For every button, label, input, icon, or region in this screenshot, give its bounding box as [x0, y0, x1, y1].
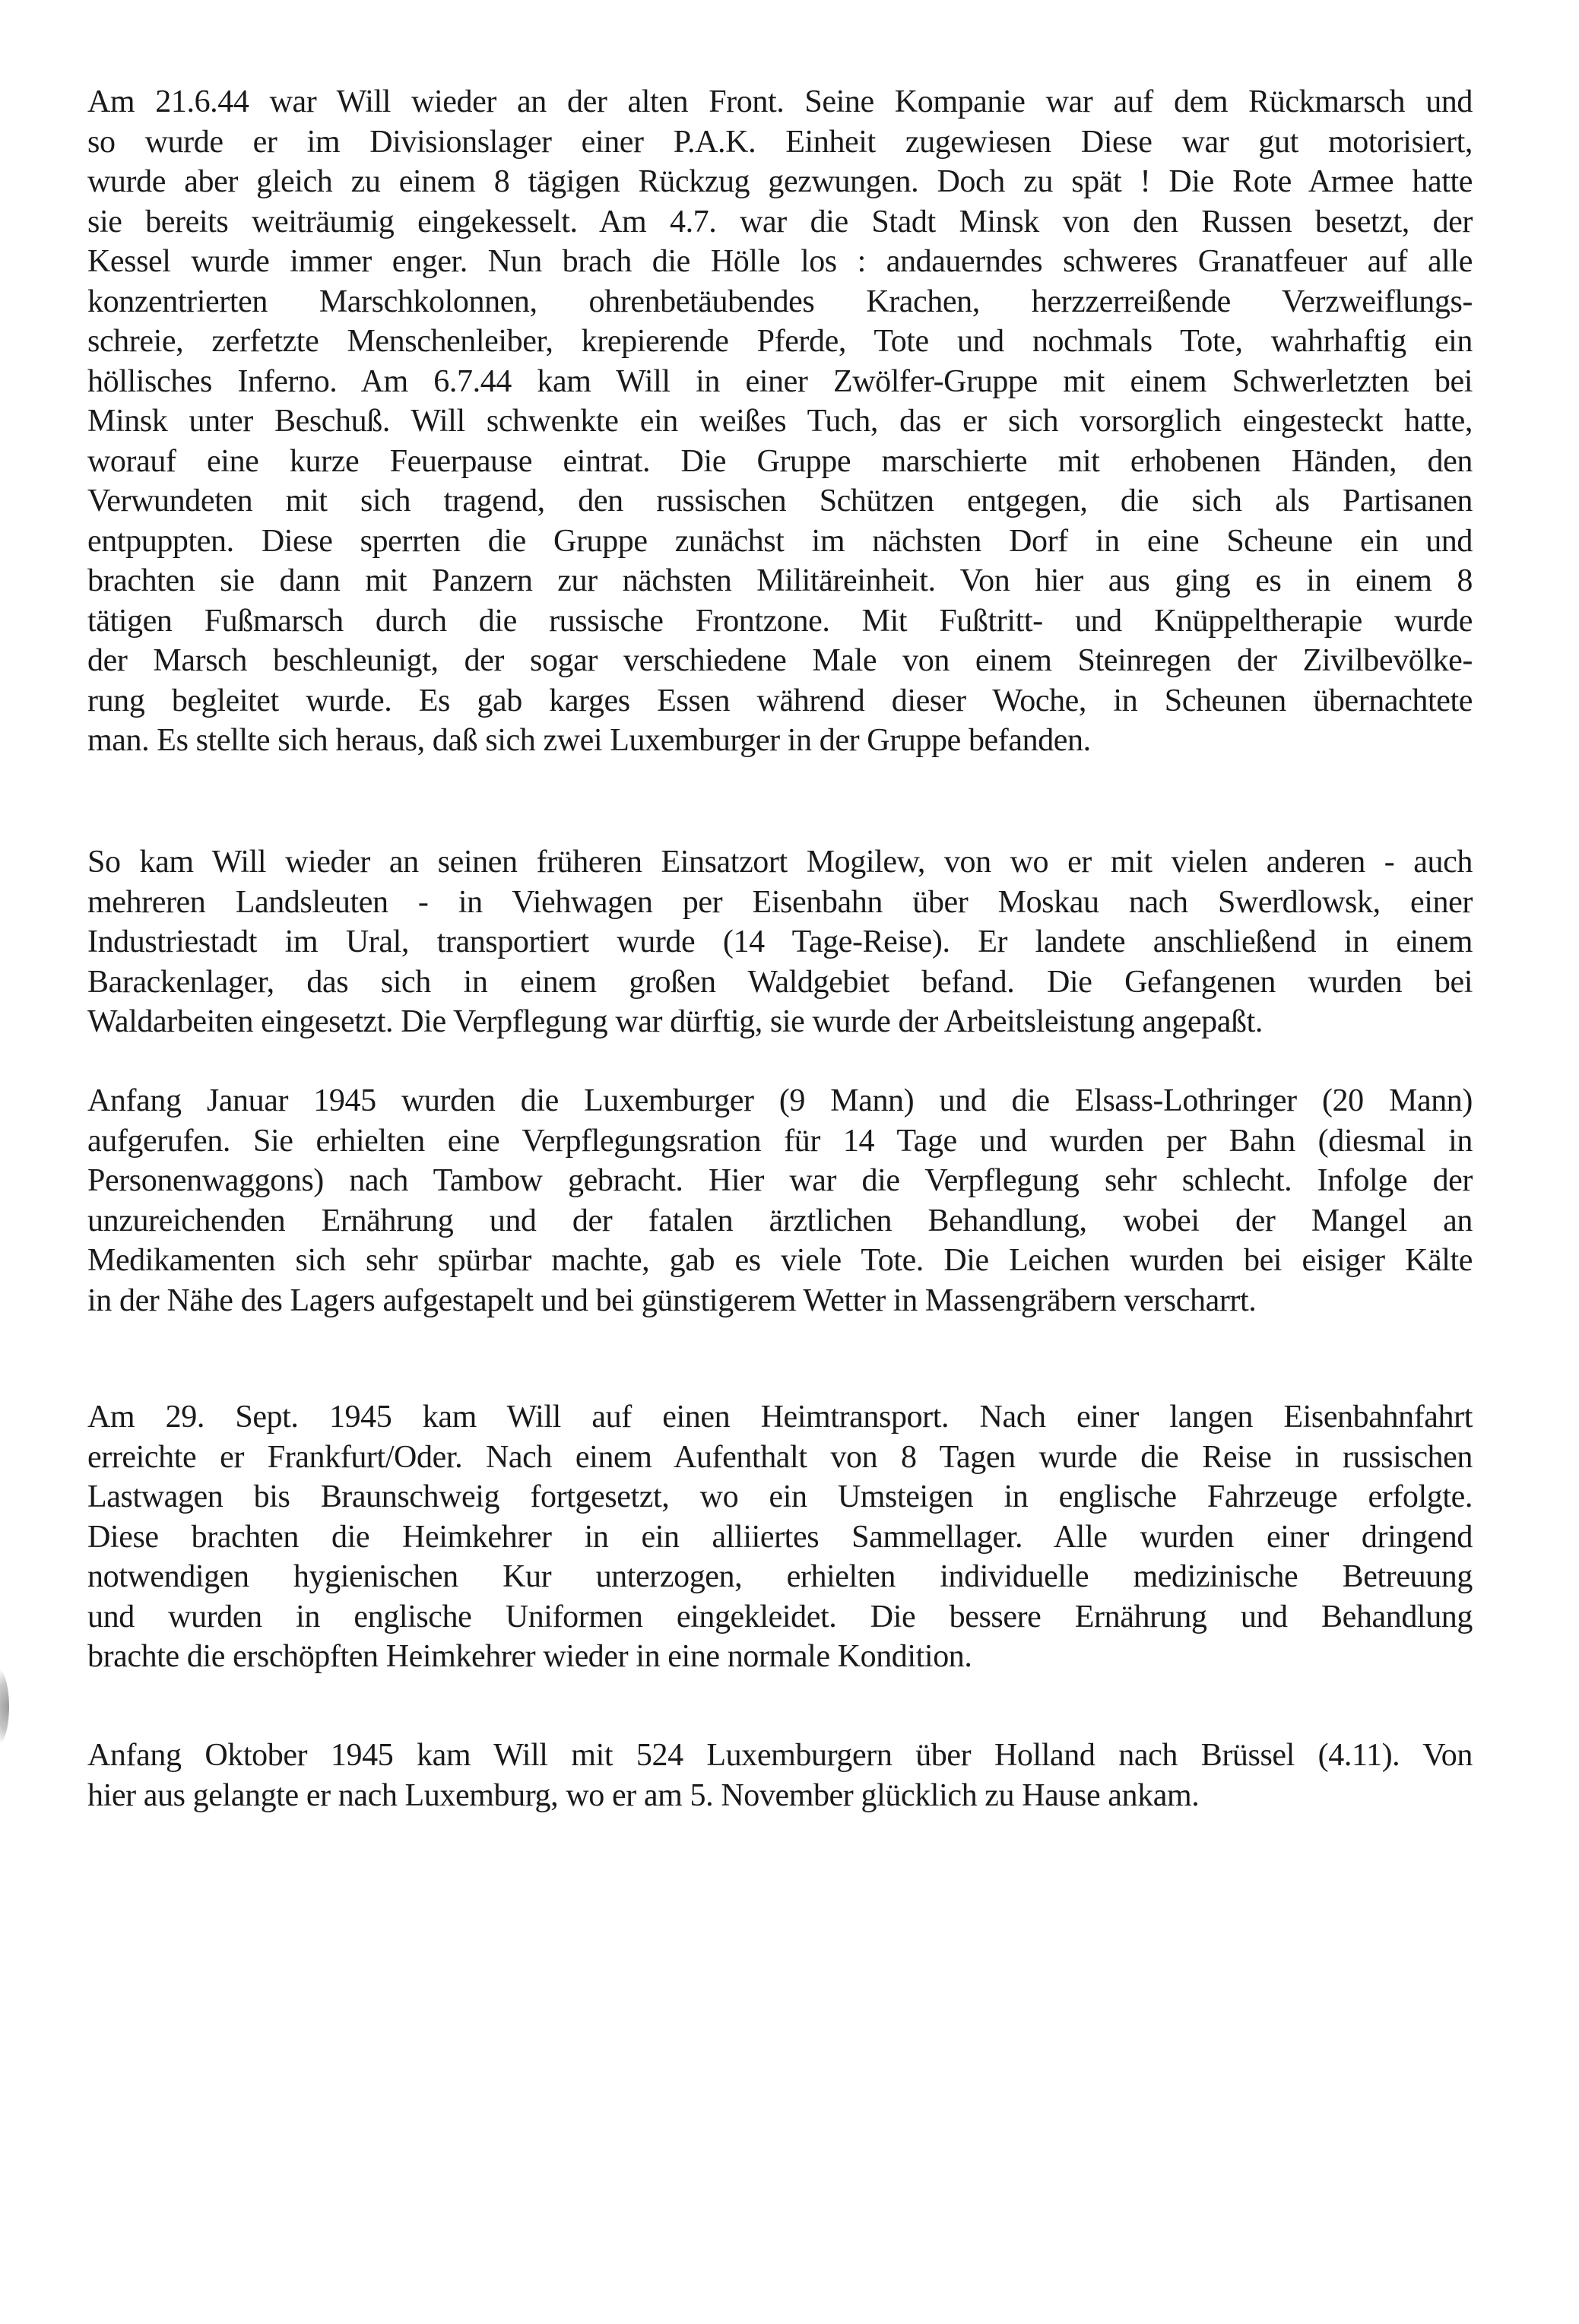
text-line: entpuppten. Diese sperrten die Gruppe zunächst im nächsten Dorf in eine Scheune ein und [87, 523, 1473, 559]
text-line: Barackenlager, das sich in einem großen Waldgebiet befand. Die Gefangenen wurden bei [87, 964, 1473, 1000]
text-line: brachte die erschöpften Heimkehrer wieder in eine normale Kondition. [87, 1639, 972, 1674]
text-line: aufgerufen. Sie erhielten eine Verpflegungsration für 14 Tage und wurden per Bahn (diesmal in [87, 1123, 1473, 1159]
text-line: worauf eine kurze Feuerpause eintrat. Die Gruppe marschierte mit erhobenen Händen, den [87, 443, 1473, 479]
text-line: Verwundeten mit sich tragend, den russischen Schützen entgegen, die sich als Partisanen [87, 484, 1473, 518]
punch-hole-shadow [0, 1669, 9, 1745]
text-line: notwendigen hygienischen Kur unterzogen, erhielten individuelle medizinische Betreuung [87, 1559, 1473, 1594]
text-line: Anfang Januar 1945 wurden die Luxemburger (9 Mann) und die Elsass-Lothringer (20 Mann) [87, 1083, 1473, 1118]
text-line: konzentrierten Marschkolonnen, ohrenbetäubendes Krachen, herzzerreißende Verzweiflungs- [87, 284, 1473, 319]
text-line: Personenwaggons) nach Tambow gebracht. Hier war die Verpflegung sehr schlecht. Infolge der [87, 1163, 1473, 1198]
text-line: Medikamenten sich sehr spürbar machte, gab es viele Tote. Die Leichen wurden bei eisiger Kälte [87, 1243, 1473, 1278]
text-line: Am 21.6.44 war Will wieder an der alten Front. Seine Kompanie war auf dem Rückmarsch und [87, 84, 1473, 119]
text-line: der Marsch beschleunigt, der sogar verschiedene Male von einem Steinregen der Zivilbevölke- [87, 643, 1473, 678]
text-line: Minsk unter Beschuß. Will schwenkte ein weißes Tuch, das er sich vorsorglich eingesteckt hatte, [87, 404, 1473, 439]
text-line: tätigen Fußmarsch durch die russische Frontzone. Mit Fußtritt- und Knüppeltherapie wurde [87, 603, 1473, 639]
text-line: sie bereits weiträumig eingekesselt. Am 4.7. war die Stadt Minsk von den Russen besetzt, der [87, 204, 1473, 239]
text-line: Diese brachten die Heimkehrer in ein alliiertes Sammellager. Alle wurden einer dringend [87, 1519, 1473, 1555]
text-line: Anfang Oktober 1945 kam Will mit 524 Luxemburgern über Holland nach Brüssel (4.11). Von [87, 1738, 1473, 1773]
paragraph-homecoming [87, 1736, 1473, 1815]
text-line: So kam Will wieder an seinen früheren Einsatzort Mogilew, von wo er mit vielen anderen - auch [87, 845, 1473, 880]
text-line: erreichte er Frankfurt/Oder. Nach einem Aufenthalt von 8 Tagen wurde die Reise in russischen [87, 1439, 1473, 1475]
text-line: unzureichenden Ernährung und der fatalen ärztlichen Behandlung, wobei der Mangel an [87, 1203, 1473, 1238]
text-line: höllisches Inferno. Am 6.7.44 kam Will in einer Zwölfer-Gruppe mit einem Schwerletzten bei [87, 363, 1473, 399]
text-line: und wurden in englische Uniformen eingekleidet. Die bessere Ernährung und Behandlung [87, 1599, 1473, 1634]
text-line: rung begleitet wurde. Es gab karges Essen während dieser Woche, in Scheunen übernachtete [87, 683, 1473, 718]
text-line: Lastwagen bis Braunschweig fortgesetzt, wo ein Umsteigen in englische Fahrzeuge erfolgte. [87, 1479, 1473, 1514]
paragraph-capture-minsk [87, 82, 1473, 761]
text-line: hier aus gelangte er nach Luxemburg, wo er am 5. November glücklich zu Hause ankam. [87, 1777, 1200, 1813]
text-line: Am 29. Sept. 1945 kam Will auf einen Heimtransport. Nach einer langen Eisenbahnfahrt [87, 1400, 1473, 1435]
text-line: Kessel wurde immer enger. Nun brach die Hölle los : andauerndes schweres Granatfeuer auf alle [87, 244, 1473, 279]
paragraph-tambow [87, 1081, 1473, 1321]
text-line: so wurde er im Divisionslager einer P.A.K. Einheit zugewiesen Diese war gut motorisiert, [87, 124, 1473, 160]
text-line: schreie, zerfetzte Menschenleiber, krepierende Pferde, Tote und nochmals Tote, wahrhaftig ein [87, 324, 1473, 359]
text-line: wurde aber gleich zu einem 8 tägigen Rückzug gezwungen. Doch zu spät ! Die Rote Armee hatte [87, 164, 1473, 199]
text-line: Industriestadt im Ural, transportiert wurde (14 Tage-Reise). Er landete anschließend in einem [87, 924, 1473, 959]
text-line: man. Es stellte sich heraus, daß sich zwei Luxemburger in der Gruppe befanden. [87, 723, 1091, 758]
text-line: brachten sie dann mit Panzern zur nächsten Militäreinheit. Von hier aus ging es in einem 8 [87, 563, 1473, 598]
text-line: mehreren Landsleuten - in Viehwagen per Eisenbahn über Moskau nach Swerdlowsk, einer [87, 884, 1473, 920]
text-line: Waldarbeiten eingesetzt. Die Verpflegung war dürftig, sie wurde der Arbeitsleistung angepaßt. [87, 1004, 1263, 1039]
paragraph-swerdlowsk [87, 842, 1473, 1042]
paragraph-heimtransport [87, 1397, 1473, 1677]
text-line: in der Nähe des Lagers aufgestapelt und bei günstigerem Wetter in Massengräbern verscharrt. [87, 1282, 1257, 1318]
